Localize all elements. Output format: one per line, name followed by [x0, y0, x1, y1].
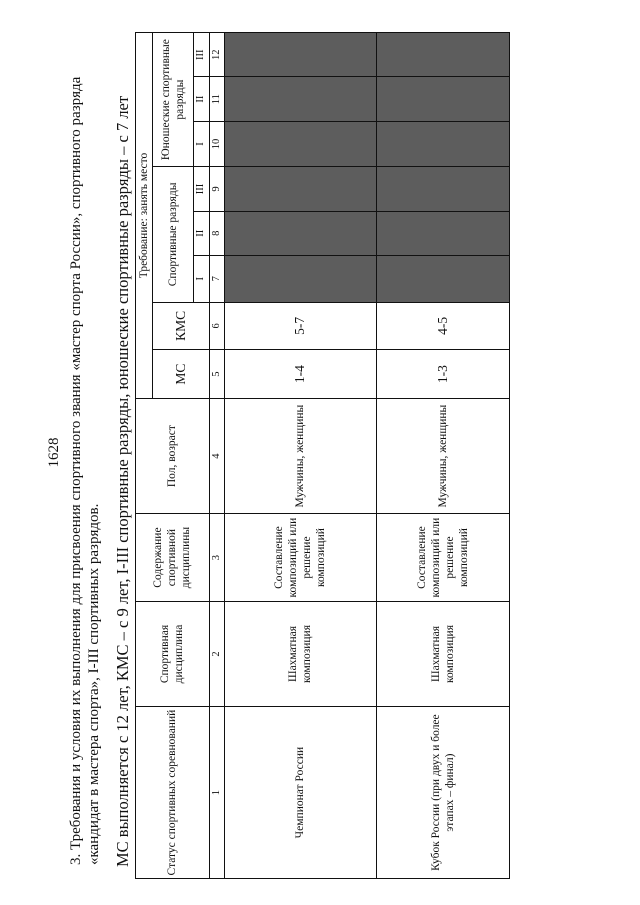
column-number: 7 — [209, 255, 224, 302]
column-number: 4 — [209, 398, 224, 513]
page-number: 1628 — [46, 437, 62, 468]
column-number: 11 — [209, 77, 224, 121]
age-note: МС выполняется с 12 лет, КМС – с 9 лет, I-III спортивные разряды, юношеские спортивные разряды – с 7 лет — [113, 95, 132, 867]
heading-line-1: 3. Требования и условия их выполнения для присвоения спортивного звания «мастер спорта России», спортивного разряда — [68, 76, 84, 865]
header-ms: МС — [153, 350, 210, 399]
header-requirement: Требование: занять место — [136, 33, 153, 399]
row-kms-place: 4-5 — [376, 302, 509, 350]
column-number-row — [209, 33, 224, 879]
column-number: 9 — [209, 167, 224, 211]
table-row — [224, 33, 376, 879]
row-sex-age: Мужчины, женщины — [376, 398, 509, 513]
scan-shaded-cell — [376, 255, 509, 302]
row-content: Составление композиций или решение композиций — [224, 514, 376, 602]
scan-shaded-cell — [224, 211, 376, 255]
scan-shaded-cell — [224, 33, 376, 77]
column-number: 2 — [209, 601, 224, 706]
row-discipline: Шахматная композиция — [376, 601, 509, 706]
scan-shaded-cell — [376, 121, 509, 166]
header-youth-rank-2: II — [194, 77, 210, 121]
header-content: Содержание спортивной дисциплины — [136, 514, 210, 602]
row-status: Чемпионат России — [224, 707, 376, 879]
row-kms-place: 5-7 — [224, 302, 376, 350]
column-number: 5 — [209, 350, 224, 399]
row-ms-place: 1-4 — [224, 350, 376, 399]
column-number: 12 — [209, 33, 224, 77]
header-status: Статус спортивных соревнований — [136, 707, 210, 879]
row-content: Составление композиций или решение композиций — [376, 514, 509, 602]
scan-shaded-cell — [224, 121, 376, 166]
header-youth-rank-3: III — [194, 33, 210, 77]
row-ms-place: 1-3 — [376, 350, 509, 399]
header-kms: КМС — [153, 302, 210, 350]
scan-shaded-cell — [376, 211, 509, 255]
column-number: 6 — [209, 302, 224, 350]
column-number: 10 — [209, 121, 224, 166]
scan-shaded-cell — [224, 255, 376, 302]
header-rank-1: I — [194, 255, 210, 302]
heading-line-2: «кандидат в мастера спорта», I-III спортивных разрядов. — [86, 503, 102, 865]
scan-shaded-cell — [224, 167, 376, 211]
header-rank-3: III — [194, 167, 210, 211]
row-status: Кубок России (при двух и более этапах – финал) — [376, 707, 509, 879]
scan-shaded-cell — [224, 77, 376, 121]
scan-shaded-cell — [376, 167, 509, 211]
row-discipline: Шахматная композиция — [224, 601, 376, 706]
scan-shaded-cell — [376, 33, 509, 77]
header-discipline: Спортивная дисциплина — [136, 601, 210, 706]
header-youth-rank-1: I — [194, 121, 210, 166]
column-number: 1 — [209, 707, 224, 879]
header-sport-ranks: Спортивные разряды — [153, 167, 194, 302]
column-number: 8 — [209, 211, 224, 255]
row-sex-age: Мужчины, женщины — [224, 398, 376, 513]
header-youth-ranks: Юношеские спортивные разряды — [153, 33, 194, 167]
column-number: 3 — [209, 514, 224, 602]
requirements-table — [135, 32, 510, 879]
scan-shaded-cell — [376, 77, 509, 121]
header-sex-age: Пол, возраст — [136, 398, 210, 513]
header-rank-2: II — [194, 211, 210, 255]
table-row — [376, 33, 509, 879]
